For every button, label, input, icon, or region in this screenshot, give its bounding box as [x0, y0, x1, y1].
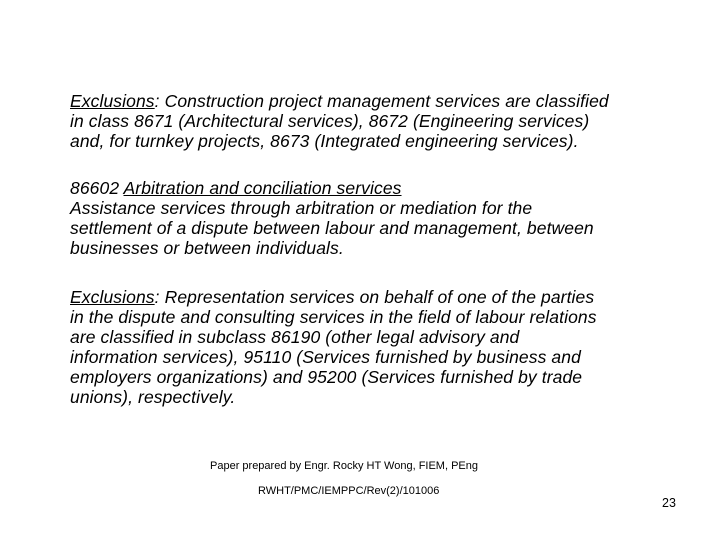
text-line: [70, 287, 690, 307]
text-span: : Representation services on behalf of one of the parties: [154, 287, 595, 307]
text-line: are classified in subclass 86190 (other legal advisory and: [70, 327, 520, 347]
footer-reference: RWHT/PMC/IEMPPC/Rev(2)/101006: [258, 485, 440, 497]
text-line: businesses or between individuals.: [70, 238, 344, 258]
page-number: 23: [662, 496, 676, 510]
text-line: unions), respectively.: [70, 387, 236, 407]
class-code: 86602: [70, 178, 120, 198]
exclusions-paragraph-1: [70, 91, 690, 151]
text-line: [70, 178, 690, 198]
text-span: : Construction project management services are classified: [154, 91, 609, 111]
text-line: in the dispute and consulting services in the field of labour relations: [70, 307, 597, 327]
arbitration-paragraph: [70, 178, 690, 258]
text-line: in class 8671 (Architectural services), 8672 (Engineering services): [70, 111, 590, 131]
text-line: settlement of a dispute between labour and management, between: [70, 218, 594, 238]
exclusions-label: Exclusions: [70, 287, 155, 307]
text-line: [70, 91, 690, 111]
footer-credit: Paper prepared by Engr. Rocky HT Wong, FIEM, PEng: [210, 460, 478, 472]
text-line: employers organizations) and 95200 (Services furnished by trade: [70, 367, 583, 387]
exclusions-paragraph-2: [70, 287, 690, 407]
text-line: and, for turnkey projects, 8673 (Integrated engineering services).: [70, 131, 579, 151]
class-title: Arbitration and conciliation services: [123, 178, 402, 198]
text-line: Assistance services through arbitration or mediation for the: [70, 198, 533, 218]
text-line: information services), 95110 (Services furnished by business and: [70, 347, 581, 367]
exclusions-label: Exclusions: [70, 91, 155, 111]
